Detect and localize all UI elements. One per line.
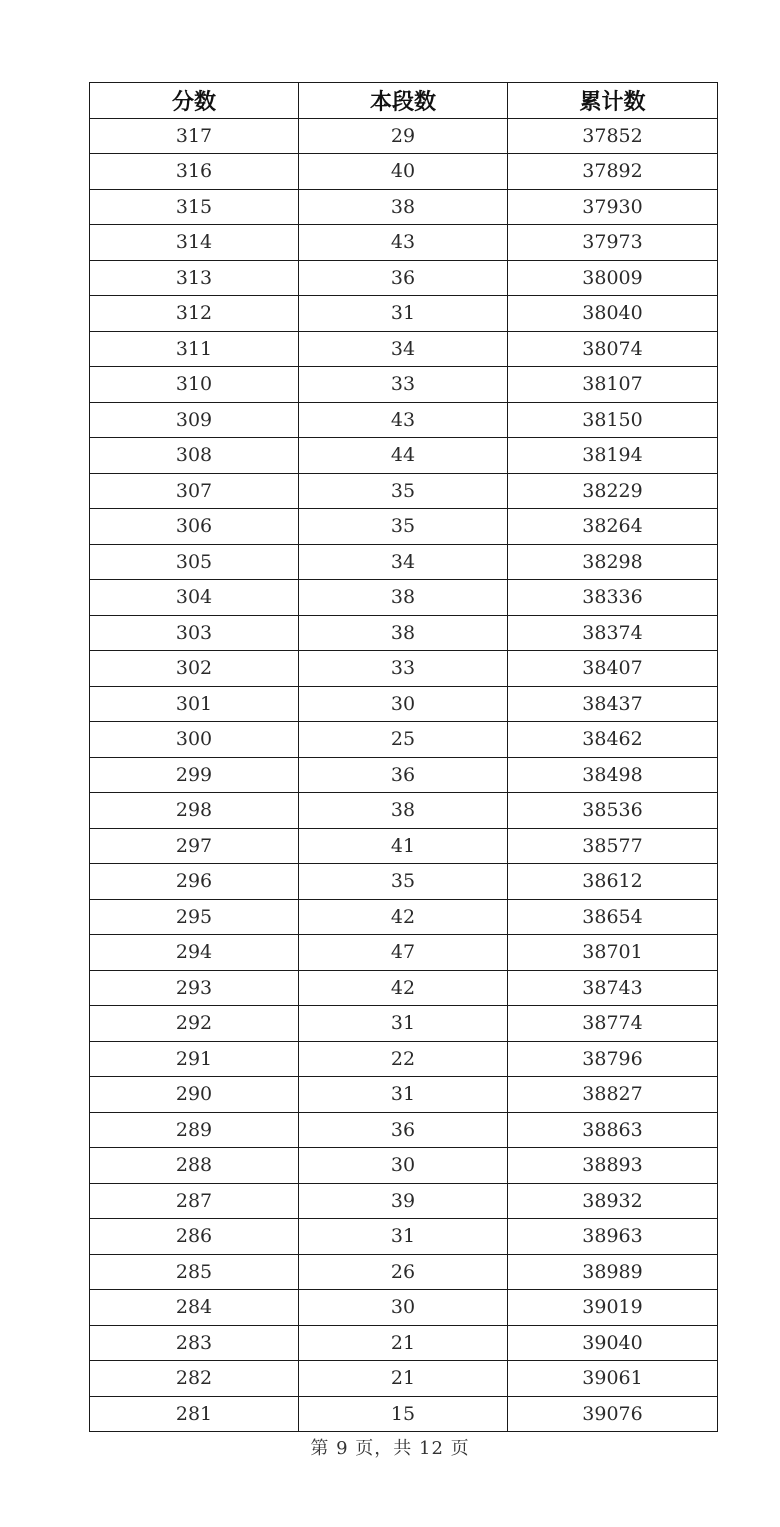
score-cell: 293 <box>90 970 299 1006</box>
cumulative-count-cell: 38407 <box>508 651 718 687</box>
segment-count-cell: 43 <box>299 402 508 438</box>
header-segment-count: 本段数 <box>299 83 508 119</box>
score-cell: 298 <box>90 793 299 829</box>
cumulative-count-cell: 38009 <box>508 260 718 296</box>
score-cell: 295 <box>90 899 299 935</box>
cumulative-count-cell: 38229 <box>508 473 718 509</box>
score-distribution-table <box>89 82 718 1432</box>
segment-count-cell: 30 <box>299 686 508 722</box>
segment-count-cell: 36 <box>299 1112 508 1148</box>
table-row <box>90 793 718 829</box>
score-cell: 291 <box>90 1041 299 1077</box>
score-cell: 315 <box>90 189 299 225</box>
score-cell: 311 <box>90 331 299 367</box>
table-row <box>90 260 718 296</box>
table-row <box>90 118 718 154</box>
table-row <box>90 828 718 864</box>
cumulative-count-cell: 38462 <box>508 722 718 758</box>
segment-count-cell: 38 <box>299 189 508 225</box>
cumulative-count-cell: 39040 <box>508 1325 718 1361</box>
table-row <box>90 580 718 616</box>
table-row <box>90 615 718 651</box>
segment-count-cell: 33 <box>299 651 508 687</box>
segment-count-cell: 21 <box>299 1361 508 1397</box>
score-cell: 316 <box>90 154 299 190</box>
cumulative-count-cell: 38107 <box>508 367 718 403</box>
score-cell: 317 <box>90 118 299 154</box>
score-cell: 313 <box>90 260 299 296</box>
table-row <box>90 864 718 900</box>
cumulative-count-cell: 38074 <box>508 331 718 367</box>
table-header <box>90 83 718 119</box>
segment-count-cell: 35 <box>299 509 508 545</box>
table-row <box>90 509 718 545</box>
segment-count-cell: 41 <box>299 828 508 864</box>
table-row <box>90 899 718 935</box>
cumulative-count-cell: 38577 <box>508 828 718 864</box>
segment-count-cell: 29 <box>299 118 508 154</box>
segment-count-cell: 15 <box>299 1396 508 1432</box>
table-row <box>90 686 718 722</box>
score-cell: 312 <box>90 296 299 332</box>
segment-count-cell: 31 <box>299 1077 508 1113</box>
score-cell: 307 <box>90 473 299 509</box>
page-number: 第 9 页，共 12 页 <box>310 1438 470 1459</box>
table-row <box>90 935 718 971</box>
score-cell: 309 <box>90 402 299 438</box>
table-row <box>90 1396 718 1432</box>
table-row <box>90 544 718 580</box>
score-cell: 302 <box>90 651 299 687</box>
score-cell: 285 <box>90 1254 299 1290</box>
score-cell: 310 <box>90 367 299 403</box>
cumulative-count-cell: 38437 <box>508 686 718 722</box>
cumulative-count-cell: 39076 <box>508 1396 718 1432</box>
table-row <box>90 1290 718 1326</box>
segment-count-cell: 22 <box>299 1041 508 1077</box>
cumulative-count-cell: 38893 <box>508 1148 718 1184</box>
segment-count-cell: 38 <box>299 580 508 616</box>
cumulative-count-cell: 38336 <box>508 580 718 616</box>
segment-count-cell: 38 <box>299 793 508 829</box>
segment-count-cell: 25 <box>299 722 508 758</box>
segment-count-cell: 31 <box>299 1219 508 1255</box>
cumulative-count-cell: 39061 <box>508 1361 718 1397</box>
cumulative-count-cell: 38654 <box>508 899 718 935</box>
segment-count-cell: 36 <box>299 757 508 793</box>
cumulative-count-cell: 38298 <box>508 544 718 580</box>
score-cell: 286 <box>90 1219 299 1255</box>
cumulative-count-cell: 38827 <box>508 1077 718 1113</box>
score-cell: 281 <box>90 1396 299 1432</box>
cumulative-count-cell: 38796 <box>508 1041 718 1077</box>
score-cell: 292 <box>90 1006 299 1042</box>
cumulative-count-cell: 39019 <box>508 1290 718 1326</box>
segment-count-cell: 31 <box>299 1006 508 1042</box>
segment-count-cell: 38 <box>299 615 508 651</box>
segment-count-cell: 31 <box>299 296 508 332</box>
table-row <box>90 473 718 509</box>
table-row <box>90 189 718 225</box>
table-row <box>90 402 718 438</box>
segment-count-cell: 35 <box>299 864 508 900</box>
table-row <box>90 367 718 403</box>
score-cell: 305 <box>90 544 299 580</box>
score-cell: 299 <box>90 757 299 793</box>
segment-count-cell: 36 <box>299 260 508 296</box>
score-cell: 308 <box>90 438 299 474</box>
score-cell: 297 <box>90 828 299 864</box>
cumulative-count-cell: 38863 <box>508 1112 718 1148</box>
cumulative-count-cell: 38612 <box>508 864 718 900</box>
cumulative-count-cell: 38264 <box>508 509 718 545</box>
segment-count-cell: 39 <box>299 1183 508 1219</box>
score-cell: 282 <box>90 1361 299 1397</box>
segment-count-cell: 35 <box>299 473 508 509</box>
cumulative-count-cell: 37973 <box>508 225 718 261</box>
cumulative-count-cell: 38040 <box>508 296 718 332</box>
cumulative-count-cell: 38774 <box>508 1006 718 1042</box>
segment-count-cell: 34 <box>299 331 508 367</box>
score-cell: 287 <box>90 1183 299 1219</box>
cumulative-count-cell: 38150 <box>508 402 718 438</box>
segment-count-cell: 47 <box>299 935 508 971</box>
table-row <box>90 757 718 793</box>
table-row <box>90 1254 718 1290</box>
cumulative-count-cell: 38963 <box>508 1219 718 1255</box>
score-cell: 303 <box>90 615 299 651</box>
score-cell: 314 <box>90 225 299 261</box>
table-row <box>90 225 718 261</box>
segment-count-cell: 34 <box>299 544 508 580</box>
table-row <box>90 722 718 758</box>
cumulative-count-cell: 38989 <box>508 1254 718 1290</box>
table-row <box>90 1112 718 1148</box>
header-score: 分数 <box>90 83 299 119</box>
cumulative-count-cell: 38498 <box>508 757 718 793</box>
score-cell: 283 <box>90 1325 299 1361</box>
table-row <box>90 1077 718 1113</box>
cumulative-count-cell: 37852 <box>508 118 718 154</box>
segment-count-cell: 30 <box>299 1148 508 1184</box>
cumulative-count-cell: 37930 <box>508 189 718 225</box>
table-row <box>90 651 718 687</box>
table-row <box>90 1361 718 1397</box>
table-row <box>90 1325 718 1361</box>
table-row <box>90 296 718 332</box>
cumulative-count-cell: 38194 <box>508 438 718 474</box>
segment-count-cell: 40 <box>299 154 508 190</box>
cumulative-count-cell: 37892 <box>508 154 718 190</box>
table-row <box>90 438 718 474</box>
cumulative-count-cell: 38374 <box>508 615 718 651</box>
segment-count-cell: 33 <box>299 367 508 403</box>
score-cell: 284 <box>90 1290 299 1326</box>
score-cell: 296 <box>90 864 299 900</box>
cumulative-count-cell: 38536 <box>508 793 718 829</box>
score-cell: 289 <box>90 1112 299 1148</box>
segment-count-cell: 43 <box>299 225 508 261</box>
cumulative-count-cell: 38701 <box>508 935 718 971</box>
score-cell: 304 <box>90 580 299 616</box>
segment-count-cell: 26 <box>299 1254 508 1290</box>
table-row <box>90 1219 718 1255</box>
score-cell: 301 <box>90 686 299 722</box>
table-row <box>90 331 718 367</box>
score-cell: 294 <box>90 935 299 971</box>
header-cumulative-count: 累计数 <box>508 83 718 119</box>
cumulative-count-cell: 38932 <box>508 1183 718 1219</box>
cumulative-count-cell: 38743 <box>508 970 718 1006</box>
segment-count-cell: 42 <box>299 970 508 1006</box>
table-body <box>90 118 718 1432</box>
table-row <box>90 1041 718 1077</box>
score-cell: 300 <box>90 722 299 758</box>
header-row <box>90 83 718 119</box>
score-cell: 288 <box>90 1148 299 1184</box>
table-row <box>90 970 718 1006</box>
segment-count-cell: 30 <box>299 1290 508 1326</box>
score-cell: 290 <box>90 1077 299 1113</box>
table-row <box>90 1148 718 1184</box>
score-cell: 306 <box>90 509 299 545</box>
segment-count-cell: 21 <box>299 1325 508 1361</box>
segment-count-cell: 44 <box>299 438 508 474</box>
table-row <box>90 154 718 190</box>
table-row <box>90 1183 718 1219</box>
table-row <box>90 1006 718 1042</box>
segment-count-cell: 42 <box>299 899 508 935</box>
